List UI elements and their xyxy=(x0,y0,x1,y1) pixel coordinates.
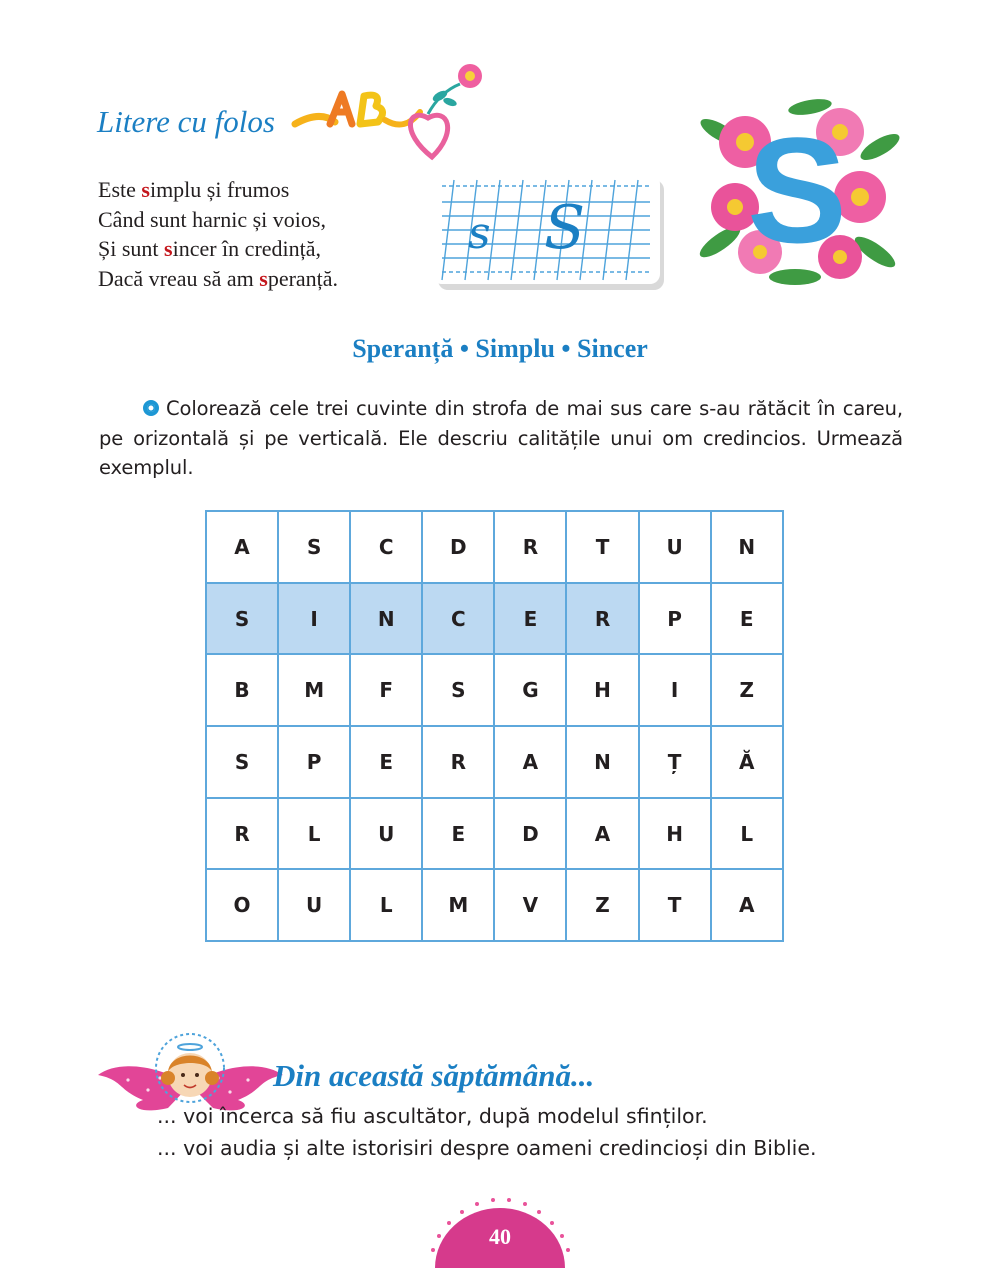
grid-cell[interactable]: I xyxy=(278,583,350,655)
grid-cell[interactable]: I xyxy=(639,654,711,726)
grid-row xyxy=(206,798,783,870)
grid-cell[interactable]: R xyxy=(494,511,566,583)
grid-cell[interactable]: R xyxy=(422,726,494,798)
grid-cell[interactable]: N xyxy=(350,583,422,655)
grid-cell[interactable]: M xyxy=(422,869,494,941)
notebook-lowercase-s: s xyxy=(468,208,491,259)
grid-cell[interactable]: N xyxy=(566,726,638,798)
grid-cell[interactable]: P xyxy=(639,583,711,655)
grid-cell[interactable]: L xyxy=(711,798,783,870)
grid-row xyxy=(206,726,783,798)
poem-line: Și sunt sincer în credință, xyxy=(98,236,322,261)
poem xyxy=(98,175,338,293)
grid-cell[interactable]: C xyxy=(350,511,422,583)
grid-cell[interactable]: Z xyxy=(711,654,783,726)
grid-cell[interactable]: P xyxy=(278,726,350,798)
week-goal-line: ... voi încerca să fiu ascultător, după modelul sfinților. xyxy=(157,1104,708,1128)
grid-cell[interactable]: L xyxy=(278,798,350,870)
poem-line: Este simplu și frumos xyxy=(98,177,290,202)
grid-cell[interactable]: H xyxy=(639,798,711,870)
week-goal-line: ... voi audia și alte istorisiri despre oameni credincioși din Biblie. xyxy=(157,1136,817,1160)
grid-cell[interactable]: Ț xyxy=(639,726,711,798)
page-title: Litere cu folos xyxy=(97,104,275,139)
grid-row xyxy=(206,583,783,655)
grid-cell[interactable]: V xyxy=(494,869,566,941)
handwriting-notebook-illustration xyxy=(432,172,672,297)
grid-row xyxy=(206,869,783,941)
grid-cell[interactable]: D xyxy=(422,511,494,583)
grid-cell[interactable]: S xyxy=(206,726,278,798)
grid-cell[interactable]: S xyxy=(422,654,494,726)
grid-cell[interactable]: M xyxy=(278,654,350,726)
grid-cell[interactable]: N xyxy=(711,511,783,583)
grid-cell[interactable]: B xyxy=(206,654,278,726)
page-number: 40 xyxy=(489,1224,511,1249)
grid-cell[interactable]: E xyxy=(711,583,783,655)
grid-cell[interactable]: O xyxy=(206,869,278,941)
grid-cell[interactable]: S xyxy=(278,511,350,583)
week-title: Din această săptămână... xyxy=(273,1058,595,1093)
poem-line: Când sunt harnic și voios, xyxy=(98,206,326,232)
ribbon-letters-illustration xyxy=(290,62,500,167)
grid-cell[interactable]: A xyxy=(206,511,278,583)
grid-cell[interactable]: U xyxy=(278,869,350,941)
grid-cell[interactable]: U xyxy=(639,511,711,583)
poem-line: Dacă vreau să am speranță. xyxy=(98,265,339,291)
grid-cell[interactable]: F xyxy=(350,654,422,726)
grid-row xyxy=(206,511,783,583)
grid-row xyxy=(206,654,783,726)
grid-cell[interactable]: H xyxy=(566,654,638,726)
grid-cell[interactable]: E xyxy=(494,583,566,655)
instruction xyxy=(99,394,903,483)
grid-cell[interactable]: T xyxy=(639,869,711,941)
grid-cell[interactable]: E xyxy=(350,726,422,798)
grid-cell[interactable]: T xyxy=(566,511,638,583)
grid-cell[interactable]: R xyxy=(566,583,638,655)
grid-cell[interactable]: A xyxy=(566,798,638,870)
flower-bullet-icon xyxy=(143,400,159,416)
word-search-grid xyxy=(205,510,784,942)
grid-cell[interactable]: A xyxy=(711,869,783,941)
grid-cell[interactable]: A xyxy=(494,726,566,798)
grid-cell[interactable]: E xyxy=(422,798,494,870)
grid-cell[interactable]: S xyxy=(206,583,278,655)
flower-letter-illustration xyxy=(690,92,905,292)
notebook-uppercase-s: S xyxy=(544,193,586,263)
grid-cell[interactable]: D xyxy=(494,798,566,870)
instruction-text: Colorează cele trei cuvinte din strofa de mai sus care s-au rătăcit în careu, pe orizontală și pe verticală. Ele descriu calitățile unui om credincios. Urmează exemplul. xyxy=(99,397,903,479)
grid-cell[interactable]: L xyxy=(350,869,422,941)
grid-cell[interactable]: U xyxy=(350,798,422,870)
grid-cell[interactable]: R xyxy=(206,798,278,870)
grid-cell[interactable]: Z xyxy=(566,869,638,941)
grid-cell[interactable]: G xyxy=(494,654,566,726)
words-header: Speranță • Simplu • Sincer xyxy=(352,334,648,363)
grid-cell[interactable]: C xyxy=(422,583,494,655)
grid-cell[interactable]: Ă xyxy=(711,726,783,798)
flower-big-letter: S xyxy=(746,106,848,274)
